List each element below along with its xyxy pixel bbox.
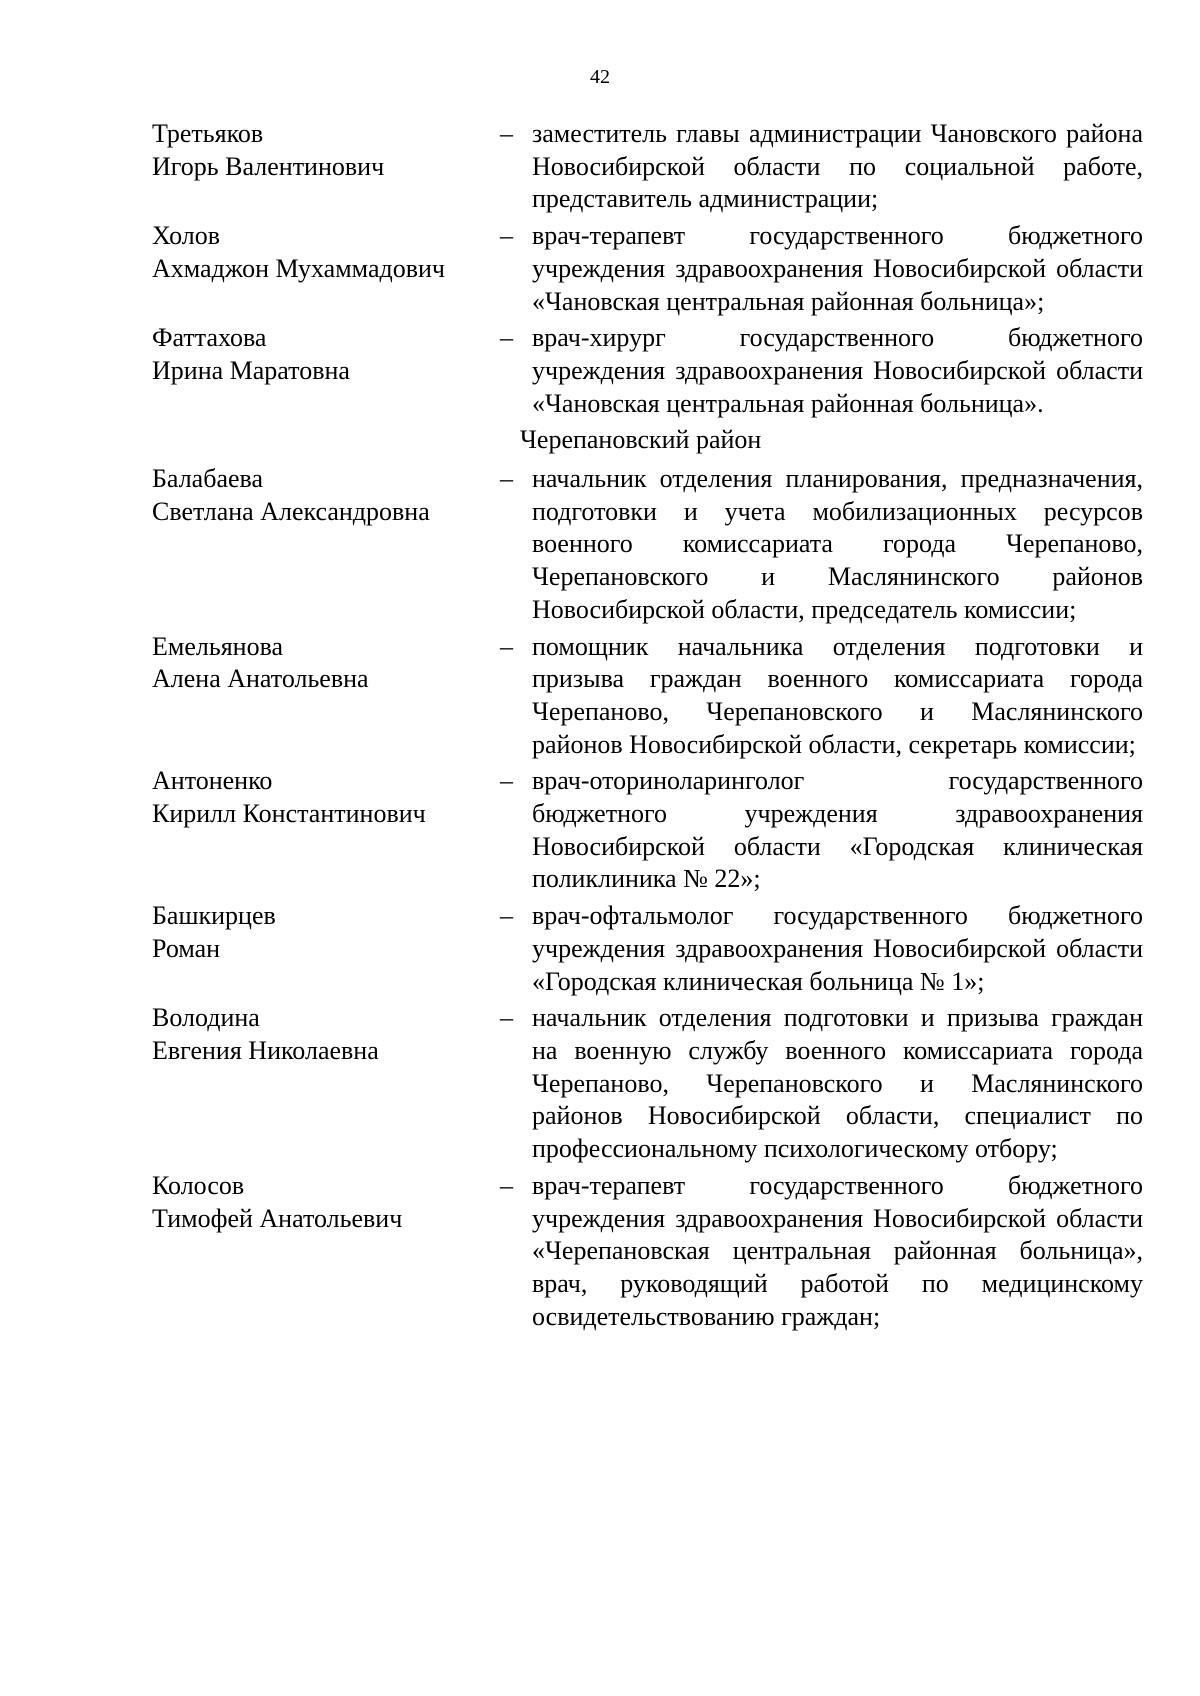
dash-separator: – — [500, 119, 513, 148]
member-role: врач-офтальмолог государственного бюджетного учреждения здравоохранения Новосибирской области «Городская клиническая больница № 1»; — [532, 901, 1143, 996]
member-surname: Холов — [152, 221, 221, 251]
member-name — [152, 463, 500, 627]
member-role: начальник отделения планирования, предназначения, подготовки и учета мобилизационных ресурсов военного комиссариата города Черепаново, Черепановского и Маслянинского районов Новосибирской области, председатель комиссии; — [532, 464, 1143, 624]
member-entry — [152, 765, 1152, 896]
member-given-names: Светлана Александровна — [152, 496, 430, 526]
member-entry — [152, 900, 1152, 998]
member-given-names: Алена Анатольевна — [152, 664, 369, 694]
member-given-names: Кирилл Константинович — [152, 799, 426, 829]
member-given-names: Ахмаджон Мухаммадович — [152, 253, 445, 283]
member-role: заместитель главы администрации Чановского района Новосибирской области по социальной работе, представитель администрации; — [532, 119, 1143, 214]
member-name — [152, 118, 500, 216]
member-given-names: Тимофей Анатольевич — [152, 1203, 403, 1233]
member-name — [152, 900, 500, 998]
member-entry — [152, 631, 1152, 762]
dash-separator: – — [500, 1003, 513, 1033]
member-role: врач-оториноларинголог государственного бюджетного учреждения здравоохранения Новосибирской области «Городская клиническая поликлиника № 22»; — [532, 766, 1143, 894]
member-entry — [152, 1170, 1152, 1334]
member-entry — [152, 463, 1152, 627]
member-role: начальник отделения подготовки и призыва граждан на военную службу военного комиссариата города Черепаново, Черепановского и Маслянинского районов Новосибирской области, специалист по профессиональному психологическому отбору; — [532, 1003, 1143, 1164]
dash-separator: – — [500, 464, 513, 494]
member-name — [152, 631, 500, 762]
member-surname: Антоненко — [152, 766, 273, 796]
member-role: врач-хирург государственного бюджетного учреждения здравоохранения Новосибирской области «Чановская центральная районная больница». — [532, 323, 1143, 418]
member-entry — [152, 322, 1152, 420]
dash-separator: – — [500, 221, 513, 251]
member-role: помощник начальника отделения подготовки и призыва граждан военного комиссариата города Черепаново, Черепановского и Маслянинского районов Новосибирской области, секретарь комиссии; — [532, 631, 1143, 759]
member-given-names: Игорь Валентинович — [152, 151, 385, 181]
member-given-names: Роман — [152, 933, 221, 963]
member-surname: Башкирцев — [152, 901, 276, 931]
member-role: врач-терапевт государственного бюджетного учреждения здравоохранения Новосибирской области «Чановская центральная районная больница»; — [532, 221, 1143, 316]
dash-separator: – — [500, 1170, 513, 1200]
member-surname: Фаттахова — [152, 323, 267, 353]
member-surname: Балабаева — [152, 464, 263, 494]
member-role: врач-терапевт государственного бюджетного учреждения здравоохранения Новосибирской области «Черепановская центральная районная больница», врач, руководящий работой по медицинскому освидетельствованию граждан; — [532, 1170, 1143, 1331]
dash-separator: – — [500, 901, 513, 931]
dash-separator: – — [500, 766, 513, 796]
member-surname: Володина — [152, 1003, 260, 1033]
member-name — [152, 1002, 500, 1166]
section-title: Черепановский район — [520, 425, 762, 455]
member-given-names: Ирина Маратовна — [152, 355, 350, 385]
member-name — [152, 220, 500, 318]
member-name — [152, 1170, 500, 1334]
member-surname: Емельянова — [152, 631, 284, 661]
member-surname: Третьяков — [152, 119, 264, 148]
dash-separator: – — [500, 323, 513, 353]
commission-member-list — [152, 118, 1152, 1337]
member-name — [152, 322, 500, 420]
member-entry — [152, 1002, 1152, 1166]
member-entry — [152, 118, 1152, 216]
member-entry — [152, 220, 1152, 318]
member-name — [152, 765, 500, 896]
page-number: 42 — [590, 66, 610, 88]
member-given-names: Евгения Николаевна — [152, 1035, 379, 1065]
dash-separator: – — [500, 631, 513, 661]
member-surname: Колосов — [152, 1170, 245, 1200]
